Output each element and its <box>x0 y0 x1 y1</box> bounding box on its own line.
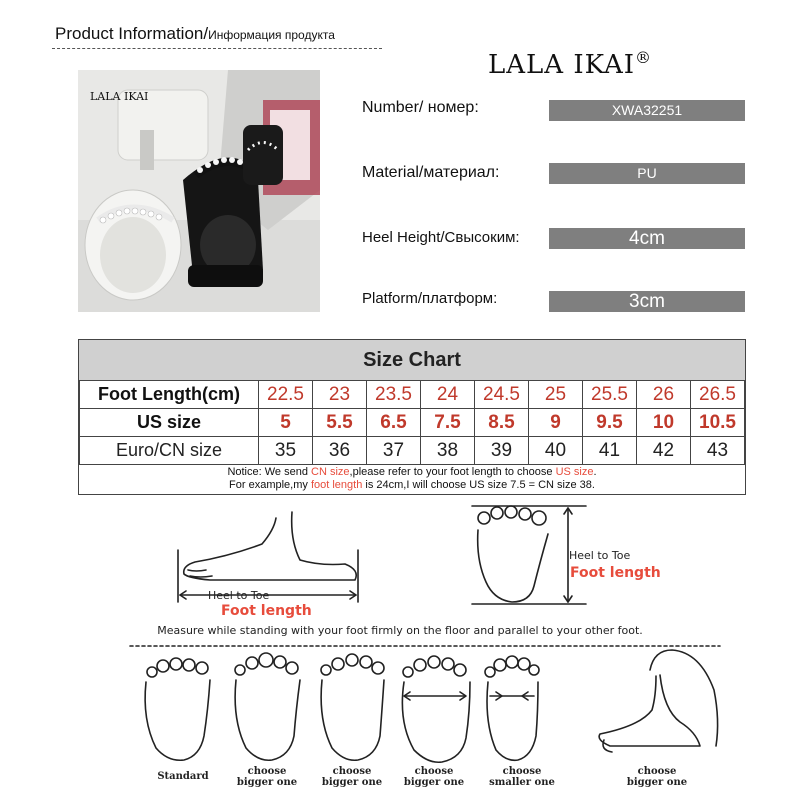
table-cell: 10.5 <box>691 409 745 437</box>
table-cell: 10 <box>637 409 691 437</box>
notice-text: For example,my <box>229 479 311 491</box>
table-cell: 5 <box>259 409 313 437</box>
row-label-euro-size: Euro/CN size <box>80 437 259 465</box>
table-cell: 23 <box>313 381 367 409</box>
caption-line: smaller one <box>489 777 555 788</box>
table-row <box>80 437 745 465</box>
notice-text: is 24cm,I will choose US size 7.5 = CN size 38. <box>362 479 595 491</box>
caption-line: bigger one <box>321 777 383 788</box>
table-cell: 26 <box>637 381 691 409</box>
side-foot-length: Foot length <box>221 603 312 619</box>
caption-line: choose <box>502 766 542 777</box>
header-title-ru: Информация продукта <box>208 28 335 42</box>
top-heel-to-toe: Heel to Toe <box>569 549 631 562</box>
table-cell: 5.5 <box>313 409 367 437</box>
table-cell: 8.5 <box>475 409 529 437</box>
row-label-foot-length: Foot Length(cm) <box>80 381 259 409</box>
side-heel-to-toe: Heel to Toe <box>208 589 270 602</box>
table-cell: 41 <box>583 437 637 465</box>
table-cell: 9 <box>529 409 583 437</box>
notice-text: . <box>593 466 597 478</box>
brand-name: LALA IKAI <box>488 50 636 80</box>
size-notice <box>79 466 745 492</box>
caption-standard <box>148 771 218 782</box>
table-cell: 25 <box>529 381 583 409</box>
notice-highlight: foot length <box>310 479 363 491</box>
section-header <box>55 24 335 44</box>
measure-diagram <box>0 500 800 800</box>
caption-line: choose <box>332 766 372 777</box>
table-cell: 39 <box>475 437 529 465</box>
caption-line: bigger one <box>236 777 298 788</box>
caption-smaller <box>482 766 562 788</box>
brand-logo <box>488 50 652 80</box>
table-cell: 36 <box>313 437 367 465</box>
spec-value-heel-height: 4cm <box>549 228 745 249</box>
measure-instruction: Measure while standing with your foot firmly on the floor and parallel to your other foot. <box>157 624 643 637</box>
size-table <box>79 380 745 465</box>
notice-text: Notice: We send <box>227 466 311 478</box>
table-cell: 35 <box>259 437 313 465</box>
table-cell: 37 <box>367 437 421 465</box>
spec-label-number: Number/ номер: <box>362 99 479 116</box>
spec-value-number: XWA32251 <box>549 100 745 121</box>
caption-line: bigger one <box>403 777 465 788</box>
table-cell: 6.5 <box>367 409 421 437</box>
size-chart-title: Size Chart <box>79 340 745 381</box>
caption-line: bigger one <box>626 777 688 788</box>
table-cell: 26.5 <box>691 381 745 409</box>
table-row <box>80 381 745 409</box>
product-photo <box>78 70 320 312</box>
table-cell: 22.5 <box>259 381 313 409</box>
table-cell: 38 <box>421 437 475 465</box>
photo-brand: LALA IKAI <box>90 90 149 103</box>
foot-narrow-icon <box>485 656 539 760</box>
foot-long-toe-icon <box>321 654 384 760</box>
caption-line: choose <box>637 766 677 777</box>
caption-bigger-1 <box>232 766 302 788</box>
table-cell: 24.5 <box>475 381 529 409</box>
spec-label-material: Material/материал: <box>362 164 500 181</box>
notice-line-1 <box>79 466 745 479</box>
foot-standard-icon <box>145 658 210 760</box>
table-cell: 24 <box>421 381 475 409</box>
table-cell: 43 <box>691 437 745 465</box>
registered-mark: ® <box>635 48 653 67</box>
caption-bigger-2 <box>317 766 387 788</box>
foot-high-instep-icon <box>599 650 717 752</box>
row-label-us-size: US size <box>80 409 259 437</box>
top-foot-length: Foot length <box>570 565 661 581</box>
foot-wide-toe-icon <box>235 653 300 760</box>
table-cell: 25.5 <box>583 381 637 409</box>
header-title-en: Product Information/ <box>55 24 209 43</box>
spec-label-platform: Platform/платформ: <box>362 290 498 307</box>
notice-highlight: CN size <box>311 466 350 478</box>
table-cell: 23.5 <box>367 381 421 409</box>
notice-text: ,please refer to your foot length to choose <box>349 466 556 478</box>
foot-wide-icon <box>402 656 470 762</box>
shoes-illustration <box>78 70 320 312</box>
table-cell: 9.5 <box>583 409 637 437</box>
spec-value-material: PU <box>549 163 745 184</box>
notice-highlight: US size <box>555 466 594 478</box>
table-cell: 42 <box>637 437 691 465</box>
table-cell: 40 <box>529 437 583 465</box>
spec-label-heel-height: Heel Height/Свысоким: <box>362 229 520 246</box>
table-cell: 7.5 <box>421 409 475 437</box>
notice-line-2 <box>79 479 745 492</box>
caption-line: Standard <box>157 771 209 782</box>
caption-bigger-3 <box>399 766 469 788</box>
size-chart <box>78 339 746 495</box>
caption-bigger-4 <box>622 766 692 788</box>
caption-line: choose <box>414 766 454 777</box>
header-underline <box>52 48 382 49</box>
table-row <box>80 409 745 437</box>
caption-line: choose <box>247 766 287 777</box>
spec-value-platform: 3cm <box>549 291 745 312</box>
